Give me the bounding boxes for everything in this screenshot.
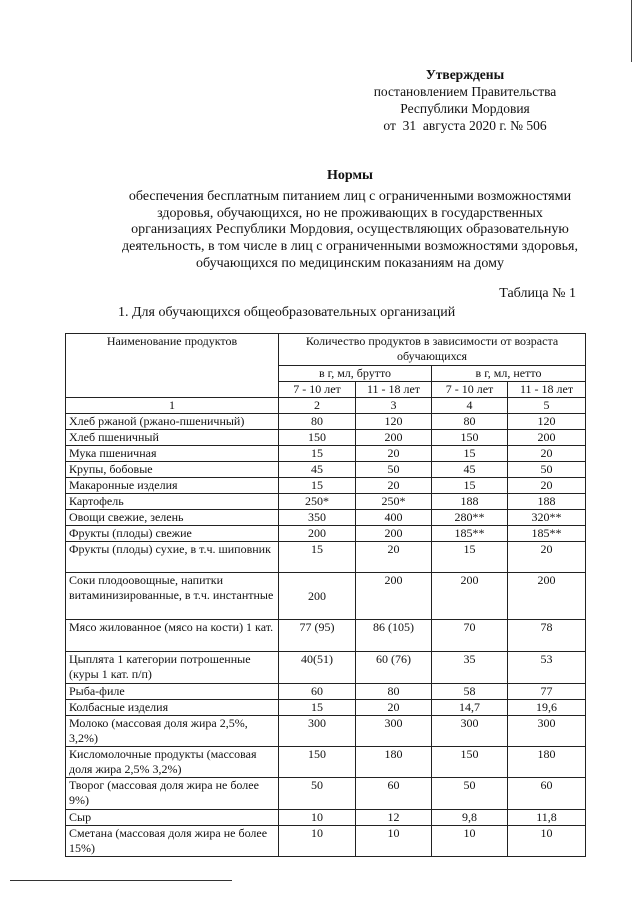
column-number: 5 — [508, 398, 586, 414]
quantity-cell: 12 — [356, 810, 432, 826]
quantity-cell: 300 — [356, 716, 432, 747]
quantity-cell: 150 — [279, 747, 356, 778]
header-product: Наименование продуктов — [66, 334, 279, 398]
product-name: Крупы, бобовые — [66, 462, 279, 478]
column-number: 2 — [279, 398, 356, 414]
quantity-cell: 320** — [508, 510, 586, 526]
quantity-cell: 80 — [356, 684, 432, 700]
quantity-cell: 185** — [508, 526, 586, 542]
quantity-cell: 60 (76) — [356, 652, 432, 684]
product-name: Молоко (массовая доля жира 2,5%, 3,2%) — [66, 716, 279, 747]
heading-line: организациях Республики Мордовия, осуществляющих образовательную — [131, 222, 569, 238]
quantity-cell: 10 — [279, 810, 356, 826]
approval-date: от 31 августа 2020 г. № 506 — [383, 118, 547, 133]
quantity-cell: 14,7 — [432, 700, 508, 716]
quantity-cell: 20 — [356, 446, 432, 462]
quantity-cell: 200 — [508, 573, 586, 620]
quantity-cell: 180 — [356, 747, 432, 778]
product-name: Цыплята 1 категории потрошенные (куры 1 кат. п/п) — [66, 652, 279, 684]
table-row — [66, 542, 586, 573]
quantity-cell: 15 — [279, 542, 356, 573]
product-name: Сметана (массовая доля жира не более 15%) — [66, 826, 279, 857]
table-body — [66, 414, 586, 857]
quantity-cell: 150 — [279, 430, 356, 446]
table-row — [66, 716, 586, 747]
quantity-cell: 250* — [279, 494, 356, 510]
product-name: Макаронные изделия — [66, 478, 279, 494]
heading-title: Нормы — [327, 168, 373, 183]
column-number: 1 — [66, 398, 279, 414]
table-number: Таблица № 1 — [499, 286, 576, 301]
column-number: 4 — [432, 398, 508, 414]
header-age: 7 - 10 лет — [432, 382, 508, 398]
heading-line: обеспечения бесплатным питанием лиц с ограниченными возможностями — [128, 188, 572, 204]
quantity-cell: 10 — [356, 826, 432, 857]
approval-line: Республики Мордовия — [400, 101, 530, 116]
quantity-cell: 60 — [279, 684, 356, 700]
quantity-cell: 300 — [279, 716, 356, 747]
table-row — [66, 652, 586, 684]
quantity-cell: 78 — [508, 620, 586, 652]
product-name: Картофель — [66, 494, 279, 510]
product-name: Кисломолочные продукты (массовая доля жира 2,5% 3,2%) — [66, 747, 279, 778]
quantity-cell: 15 — [279, 700, 356, 716]
quantity-cell: 15 — [432, 542, 508, 573]
product-name: Творог (массовая доля жира не более 9%) — [66, 778, 279, 810]
quantity-cell: 10 — [432, 826, 508, 857]
quantity-cell: 70 — [432, 620, 508, 652]
quantity-cell: 10 — [279, 826, 356, 857]
quantity-cell: 200 — [356, 526, 432, 542]
heading-line: здоровья, обучающихся, но не проживающих в государственных — [157, 205, 543, 221]
quantity-cell: 300 — [432, 716, 508, 747]
header-age: 7 - 10 лет — [279, 382, 356, 398]
quantity-cell: 200 — [279, 526, 356, 542]
quantity-cell: 45 — [279, 462, 356, 478]
product-name: Колбасные изделия — [66, 700, 279, 716]
header-age: 11 - 18 лет — [508, 382, 586, 398]
product-name: Соки плодоовощные, напитки витаминизированные, в т.ч. инстантные — [66, 573, 279, 620]
quantity-cell: 200 — [356, 430, 432, 446]
product-name: Фрукты (плоды) сухие, в т.ч. шиповник — [66, 542, 279, 573]
quantity-cell: 150 — [432, 747, 508, 778]
product-name: Мука пшеничная — [66, 446, 279, 462]
quantity-cell: 86 (105) — [356, 620, 432, 652]
quantity-cell: 185** — [432, 526, 508, 542]
quantity-cell: 60 — [508, 778, 586, 810]
quantity-cell: 20 — [508, 446, 586, 462]
quantity-cell: 400 — [356, 510, 432, 526]
quantity-cell: 20 — [508, 542, 586, 573]
quantity-cell: 58 — [432, 684, 508, 700]
quantity-cell: 60 — [356, 778, 432, 810]
quantity-cell: 200 — [356, 573, 432, 620]
table-row — [66, 778, 586, 810]
quantity-cell: 350 — [279, 510, 356, 526]
quantity-cell: 20 — [508, 478, 586, 494]
table-row — [66, 573, 586, 620]
document-heading — [60, 168, 640, 273]
quantity-cell: 200 — [508, 430, 586, 446]
product-name: Рыба-филе — [66, 684, 279, 700]
quantity-cell: 188 — [432, 494, 508, 510]
header-gross: в г, мл, брутто — [279, 366, 432, 382]
quantity-cell: 20 — [356, 542, 432, 573]
quantity-cell: 80 — [432, 414, 508, 430]
quantity-cell: 15 — [279, 478, 356, 494]
quantity-cell: 10 — [508, 826, 586, 857]
table-row — [66, 747, 586, 778]
quantity-cell: 250* — [356, 494, 432, 510]
product-name: Хлеб ржаной (ржано-пшеничный) — [66, 414, 279, 430]
quantity-cell: 50 — [508, 462, 586, 478]
product-name: Овощи свежие, зелень — [66, 510, 279, 526]
quantity-cell: 200 — [279, 573, 356, 620]
table-row — [66, 620, 586, 652]
approval-line: постановлением Правительства — [373, 84, 557, 99]
quantity-cell: 150 — [432, 430, 508, 446]
product-name: Фрукты (плоды) свежие — [66, 526, 279, 542]
quantity-cell: 120 — [508, 414, 586, 430]
quantity-cell: 45 — [432, 462, 508, 478]
product-name: Сыр — [66, 810, 279, 826]
table-row — [66, 430, 586, 446]
quantity-cell: 280** — [432, 510, 508, 526]
table-row — [66, 684, 586, 700]
table-row — [66, 826, 586, 857]
header-net: в г, мл, нетто — [432, 366, 586, 382]
quantity-cell: 50 — [356, 462, 432, 478]
quantity-cell: 77 (95) — [279, 620, 356, 652]
quantity-cell: 19,6 — [508, 700, 586, 716]
quantity-cell: 77 — [508, 684, 586, 700]
section-title: 1. Для обучающихся общеобразовательных организаций — [118, 305, 456, 320]
quantity-cell: 180 — [508, 747, 586, 778]
table-row — [66, 462, 586, 478]
quantity-cell: 80 — [279, 414, 356, 430]
product-name: Мясо жилованное (мясо на кости) 1 кат. — [66, 620, 279, 652]
quantity-cell: 50 — [432, 778, 508, 810]
quantity-cell: 20 — [356, 478, 432, 494]
table-row — [66, 414, 586, 430]
nutrition-norms-table — [65, 333, 586, 857]
table-row — [66, 478, 586, 494]
quantity-cell: 40(51) — [279, 652, 356, 684]
header-quantity: Количество продуктов в зависимости от возраста обучающихся — [279, 334, 586, 366]
footnote-separator — [10, 880, 232, 881]
quantity-cell: 200 — [432, 573, 508, 620]
table-row — [66, 494, 586, 510]
quantity-cell: 120 — [356, 414, 432, 430]
table-row — [66, 510, 586, 526]
table-row — [66, 526, 586, 542]
quantity-cell: 15 — [279, 446, 356, 462]
product-name: Хлеб пшеничный — [66, 430, 279, 446]
quantity-cell: 20 — [356, 700, 432, 716]
quantity-cell: 35 — [432, 652, 508, 684]
quantity-cell: 53 — [508, 652, 586, 684]
quantity-cell: 188 — [508, 494, 586, 510]
quantity-cell: 50 — [279, 778, 356, 810]
header-age: 11 - 18 лет — [356, 382, 432, 398]
table-row — [66, 700, 586, 716]
quantity-cell: 15 — [432, 446, 508, 462]
approval-block — [330, 66, 600, 134]
table-row — [66, 810, 586, 826]
column-number: 3 — [356, 398, 432, 414]
heading-line: деятельность, в том числе в лиц с ограниченными возможностями здоровья, — [122, 239, 578, 255]
quantity-cell: 300 — [508, 716, 586, 747]
approval-title: Утверждены — [425, 67, 505, 82]
quantity-cell: 15 — [432, 478, 508, 494]
table-row — [66, 446, 586, 462]
heading-line: обучающихся по медицинским показаниям на дому — [196, 255, 504, 271]
quantity-cell: 11,8 — [508, 810, 586, 826]
quantity-cell: 9,8 — [432, 810, 508, 826]
scan-edge-line — [631, 0, 632, 62]
